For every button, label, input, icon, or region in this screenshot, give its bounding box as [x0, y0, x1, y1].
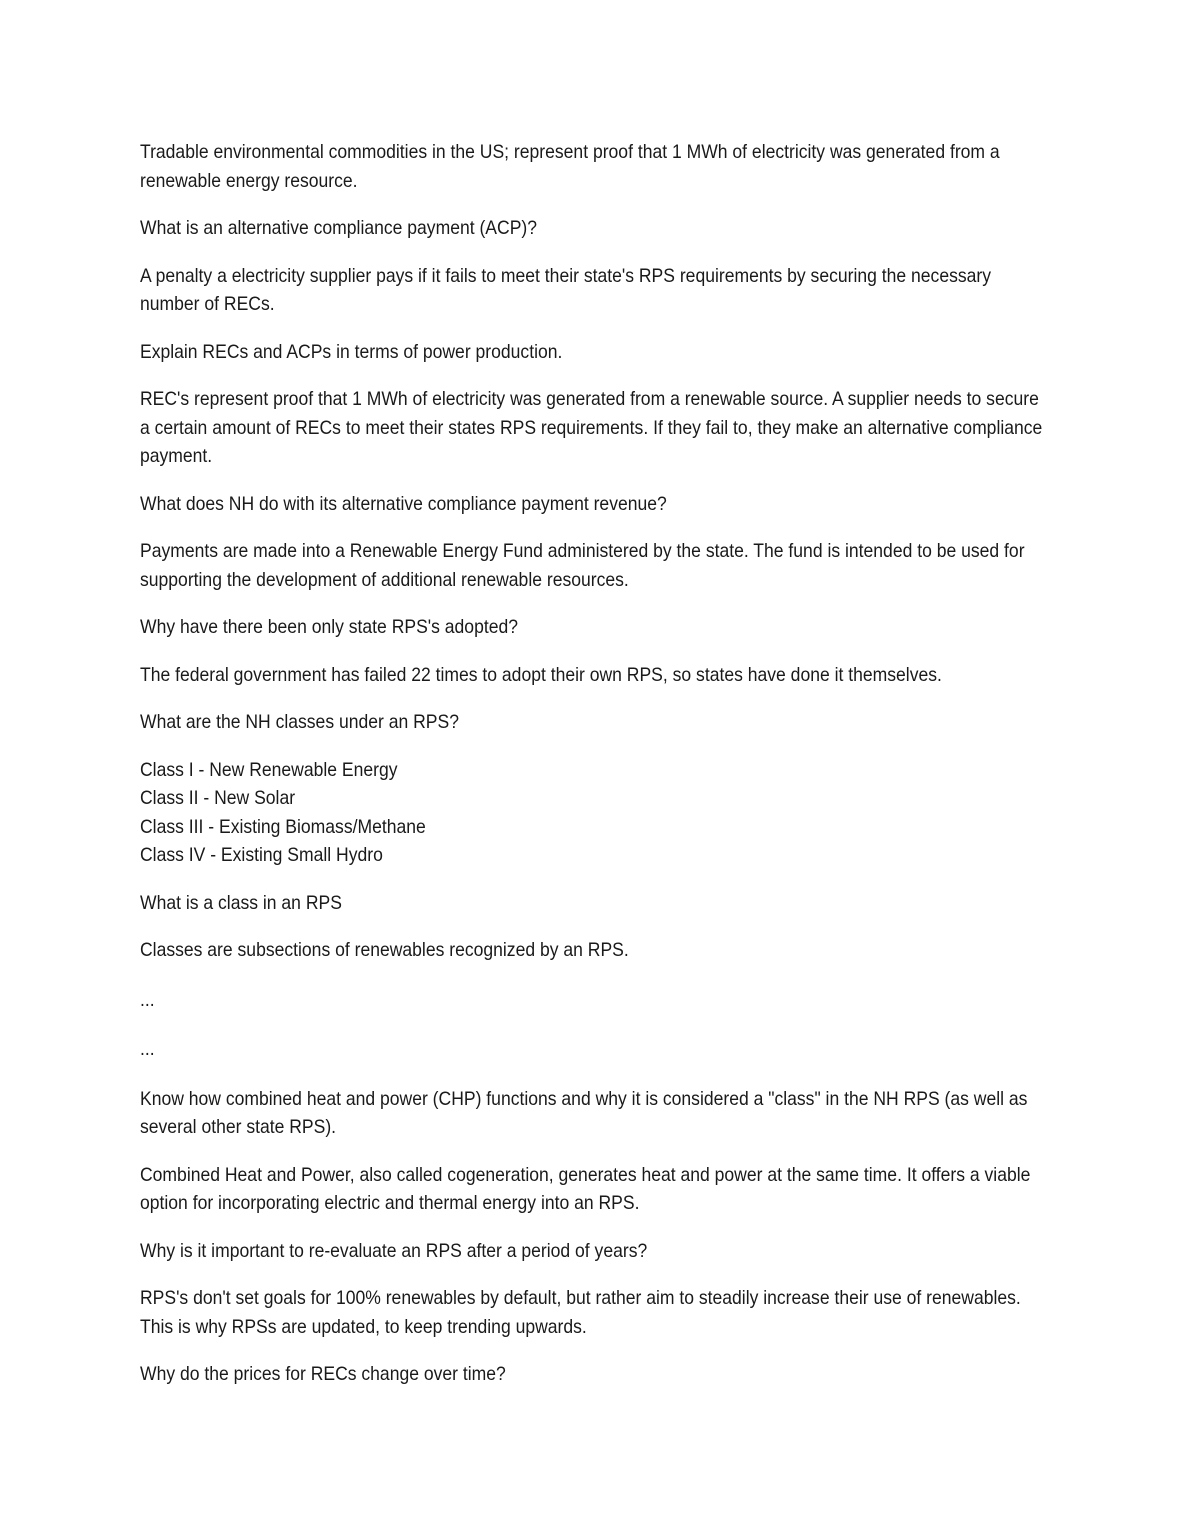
text-line: Class I - New Renewable Energy: [140, 758, 398, 781]
text-line: The federal government has failed 22 times to adopt their own RPS, so states have done it themselves.: [140, 663, 942, 686]
text-line: Why is it important to re-evaluate an RPS after a period of years?: [140, 1239, 648, 1262]
text-line: number of RECs.: [140, 293, 275, 315]
paragraph: [140, 889, 1052, 918]
text-line: Why have there been only state RPS's adopted?: [140, 616, 518, 638]
text-line: a certain amount of RECs to meet their states RPS requirements. If they fail to, they make an alternative compliance: [140, 416, 1043, 439]
text-line: Why do the prices for RECs change over time?: [140, 1363, 506, 1385]
paragraph: [140, 1237, 1052, 1266]
text-line: ...: [140, 1038, 155, 1060]
document-page: [140, 138, 1052, 1408]
text-line: Combined Heat and Power, also called cogeneration, generates heat and power at the same time. It offers a viable: [140, 1163, 1031, 1186]
text-line: several other state RPS).: [140, 1116, 337, 1138]
paragraph: [140, 262, 1052, 319]
text-line: Class IV - Existing Small Hydro: [140, 844, 383, 866]
paragraph: [140, 537, 1052, 594]
paragraph: [140, 1284, 1052, 1341]
paragraph: [140, 138, 1052, 195]
paragraph: [140, 986, 1052, 1015]
text-line: What is an alternative compliance payment (ACP)?: [140, 217, 538, 239]
paragraph: [140, 936, 1052, 965]
paragraph: [140, 1161, 1052, 1218]
text-line: Classes are subsections of renewables recognized by an RPS.: [140, 939, 629, 961]
text-line: renewable energy resource.: [140, 169, 358, 192]
text-line: A penalty a electricity supplier pays if it fails to meet their state's RPS requirements by securing the necessary: [140, 264, 992, 287]
text-line: Class II - New Solar: [140, 787, 296, 809]
text-line: This is why RPSs are updated, to keep trending upwards.: [140, 1315, 587, 1338]
paragraph: [140, 385, 1052, 471]
text-line: RPS's don't set goals for 100% renewables by default, but rather aim to steadily increase their use of renewables.: [140, 1287, 1021, 1309]
paragraph: [140, 1085, 1052, 1142]
text-line: payment.: [140, 445, 213, 467]
text-line: REC's represent proof that 1 MWh of electricity was generated from a renewable source. A supplier needs to secure: [140, 388, 1039, 410]
paragraph: [140, 661, 1052, 690]
text-line: Tradable environmental commodities in the US; represent proof that 1 MWh of electricity was generated from a: [140, 141, 1000, 163]
text-line: ...: [140, 988, 155, 1011]
paragraph: [140, 1360, 1052, 1389]
text-line: Know how combined heat and power (CHP) functions and why it is considered a "class" in the NH RPS (as well as: [140, 1087, 1028, 1110]
paragraph: [140, 214, 1052, 243]
paragraph: [140, 613, 1052, 642]
paragraph: [140, 756, 1052, 870]
text-line: supporting the development of additional renewable resources.: [140, 568, 629, 591]
text-line: What does NH do with its alternative compliance payment revenue?: [140, 492, 667, 515]
text-line: option for incorporating electric and thermal energy into an RPS.: [140, 1192, 640, 1214]
text-line: Payments are made into a Renewable Energy Fund administered by the state. The fund is intended to be used for: [140, 540, 1025, 562]
paragraph: [140, 1035, 1052, 1064]
text-line: What are the NH classes under an RPS?: [140, 711, 459, 733]
text-line: Class III - Existing Biomass/Methane: [140, 815, 426, 838]
text-line: What is a class in an RPS: [140, 891, 342, 914]
paragraph: [140, 338, 1052, 367]
text-line: Explain RECs and ACPs in terms of power production.: [140, 340, 563, 363]
paragraph: [140, 708, 1052, 737]
paragraph: [140, 490, 1052, 519]
